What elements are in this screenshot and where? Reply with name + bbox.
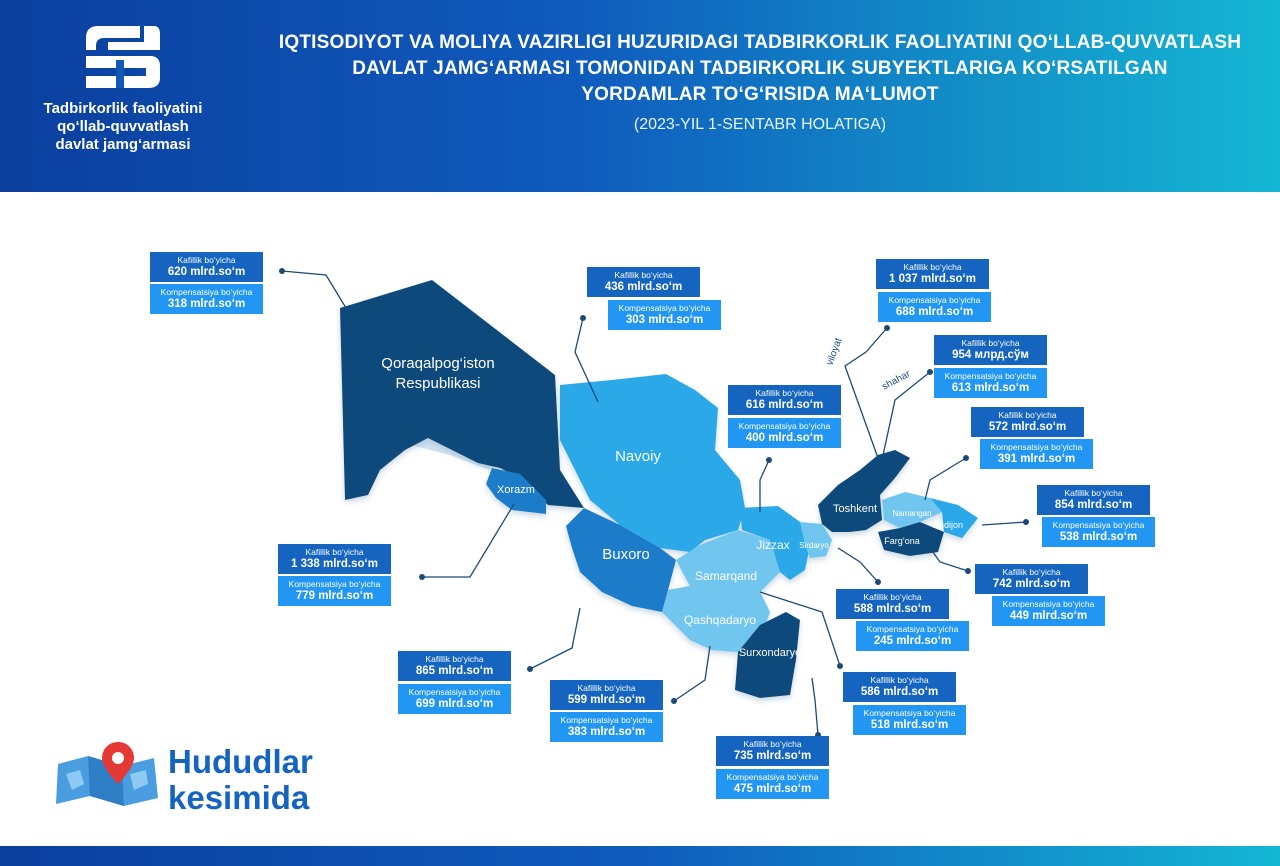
- label-sirdaryo: Sirdaryo: [799, 541, 829, 550]
- page-title: [240, 30, 1280, 108]
- page-subtitle: (2023-YIL 1-SENTABR HOLATIGA): [633, 116, 887, 133]
- kompensatsiya-value: 779 mlrd.so‘m: [295, 590, 374, 602]
- sirdaryo-kafillik-box: [836, 589, 949, 619]
- kafillik-label: Kafillik bo‘yicha: [755, 388, 814, 398]
- navoiy-kompensatsiya-box: [608, 300, 721, 330]
- kafillik-value: 1 037 mlrd.so‘m: [889, 273, 976, 285]
- label-buxoro: Buxoro: [602, 546, 650, 563]
- toshkent-viloyat-kafillik-box: [876, 259, 989, 289]
- kompensatsiya-label: Kompensatsiya bo‘yicha: [1002, 599, 1095, 609]
- region-qoraqalpogiston[interactable]: [340, 280, 584, 508]
- kompensatsiya-label: Kompensatsiya bo‘yicha: [866, 624, 959, 634]
- kafillik-value: 854 mlrd.so‘m: [1054, 499, 1133, 511]
- toshkent-shahar-kompensatsiya-box: [934, 368, 1047, 398]
- kafillik-label: Kafillik bo‘yicha: [998, 410, 1057, 420]
- kompensatsiya-label: Kompensatsiya bo‘yicha: [560, 715, 653, 725]
- org-name-line: qo‘llab-quvvatlash: [57, 118, 189, 135]
- kafillik-label: Kafillik bo‘yicha: [903, 262, 962, 272]
- kafillik-label: Kafillik bo‘yicha: [614, 270, 673, 280]
- label-xorazm: Xorazm: [497, 484, 535, 496]
- label-qashqadaryo: Qashqadaryo: [683, 613, 757, 627]
- label-qoraqalpogiston: Respublikasi: [395, 375, 481, 392]
- kafillik-value: 620 mlrd.so‘m: [167, 266, 246, 278]
- org-name-line: Tadbirkorlik faoliyatini: [43, 100, 203, 117]
- buxoro-kafillik-box: [398, 651, 511, 681]
- kafillik-value: 436 mlrd.so‘m: [604, 281, 683, 293]
- folded-map-pin-icon: [52, 740, 162, 808]
- kafillik-value: 572 mlrd.so‘m: [988, 421, 1067, 433]
- namangan-kafillik-box: [971, 407, 1084, 437]
- kafillik-label: Kafillik bo‘yicha: [863, 592, 922, 602]
- xorazm-kompensatsiya-box: [278, 576, 391, 606]
- kafillik-value: 735 mlrd.so‘m: [733, 750, 812, 762]
- label-navoiy: Navoiy: [615, 448, 661, 465]
- kompensatsiya-label: Kompensatsiya bo‘yicha: [618, 303, 711, 313]
- kafillik-value: 586 mlrd.so‘m: [860, 686, 939, 698]
- title-line: YORDAMLAR TO‘G‘RISIDA MA‘LUMOT: [581, 84, 939, 105]
- kompensatsiya-value: 688 mlrd.so‘m: [895, 306, 974, 318]
- toshkent-shahar-kafillik-box: [934, 335, 1047, 365]
- kompensatsiya-label: Kompensatsiya bo‘yicha: [1052, 520, 1145, 530]
- namangan-kompensatsiya-box: [980, 439, 1093, 469]
- kafillik-label: Kafillik bo‘yicha: [177, 255, 236, 265]
- kompensatsiya-value: 518 mlrd.so‘m: [870, 719, 949, 731]
- qashqadaryo-kafillik-box: [550, 680, 663, 710]
- section-title-line: kesimida: [168, 779, 310, 816]
- title-line: IQTISODIYOT VA MOLIYA VAZIRLIGI HUZURIDAGI TADBIRKORLIK FAOLIYATINI QO‘LLAB-QUVVATLASH: [278, 32, 1242, 53]
- kompensatsiya-label: Kompensatsiya bo‘yicha: [408, 687, 501, 697]
- kafillik-value: 616 mlrd.so‘m: [745, 399, 824, 411]
- kompensatsiya-value: 449 mlrd.so‘m: [1009, 610, 1088, 622]
- label-andijon: Andijon: [932, 520, 964, 530]
- label-samarqand: Samarqand: [694, 569, 758, 583]
- kompensatsiya-value: 318 mlrd.so‘m: [167, 298, 246, 310]
- kompensatsiya-value: 383 mlrd.so‘m: [567, 726, 646, 738]
- label-jizzax: Jizzax: [756, 538, 790, 552]
- kafillik-label: Kafillik bo‘yicha: [577, 683, 636, 693]
- kompensatsiya-value: 391 mlrd.so‘m: [997, 453, 1076, 465]
- samarqand-kafillik-box: [843, 672, 956, 702]
- label-surxondaryo: Surxondaryo: [738, 647, 802, 659]
- org-name: [18, 100, 228, 154]
- navoiy-kafillik-box: [587, 267, 700, 297]
- header-banner: [0, 0, 1280, 192]
- label-namangan: Namangan: [892, 509, 932, 518]
- fund-logo-icon: [80, 22, 166, 92]
- buxoro-kompensatsiya-box: [398, 684, 511, 714]
- kafillik-value: 1 338 mlrd.so‘m: [291, 558, 378, 570]
- andijon-kompensatsiya-box: [1042, 517, 1155, 547]
- kompensatsiya-label: Kompensatsiya bo‘yicha: [726, 772, 819, 782]
- xorazm-kafillik-box: [278, 544, 391, 574]
- kompensatsiya-value: 303 mlrd.so‘m: [625, 314, 704, 326]
- kompensatsiya-value: 475 mlrd.so‘m: [733, 783, 812, 795]
- kompensatsiya-value: 538 mlrd.so‘m: [1059, 531, 1138, 543]
- kafillik-label: Kafillik bo‘yicha: [305, 547, 364, 557]
- label-fargona: Farg‘ona: [884, 536, 920, 546]
- note-shahar: shahar: [880, 368, 913, 393]
- kompensatsiya-label: Kompensatsiya bo‘yicha: [288, 579, 381, 589]
- kompensatsiya-value: 613 mlrd.so‘m: [951, 382, 1030, 394]
- kafillik-label: Kafillik bo‘yicha: [743, 739, 802, 749]
- kafillik-label: Kafillik bo‘yicha: [425, 654, 484, 664]
- kafillik-label: Kafillik bo‘yicha: [1002, 567, 1061, 577]
- sirdaryo-kompensatsiya-box: [856, 621, 969, 651]
- jizzax-kafillik-box: [728, 385, 841, 415]
- kafillik-value: 742 mlrd.so‘m: [992, 578, 1071, 590]
- kompensatsiya-value: 400 mlrd.so‘m: [745, 432, 824, 444]
- kompensatsiya-value: 245 mlrd.so‘m: [873, 635, 952, 647]
- footer-bar: [0, 846, 1280, 866]
- kompensatsiya-label: Kompensatsiya bo‘yicha: [160, 287, 253, 297]
- kafillik-label: Kafillik bo‘yicha: [961, 338, 1020, 348]
- note-viloyat: viloyat: [824, 336, 845, 368]
- org-name-line: davlat jamg‘armasi: [55, 136, 191, 153]
- kafillik-label: Kafillik bo‘yicha: [870, 675, 929, 685]
- kafillik-label: Kafillik bo‘yicha: [1064, 488, 1123, 498]
- qoraqalpogiston-kafillik-box: [150, 252, 263, 282]
- kompensatsiya-label: Kompensatsiya bo‘yicha: [888, 295, 981, 305]
- toshkent-viloyat-kompensatsiya-box: [878, 292, 991, 322]
- title-line: DAVLAT JAMG‘ARMASI TOMONIDAN TADBIRKORLIK SUBYEKTLARIGA KO‘RSATILGAN: [352, 58, 1168, 79]
- kompensatsiya-label: Kompensatsiya bo‘yicha: [990, 442, 1083, 452]
- kafillik-value: 865 mlrd.so‘m: [415, 665, 494, 677]
- kompensatsiya-label: Kompensatsiya bo‘yicha: [863, 708, 956, 718]
- surxondaryo-kafillik-box: [716, 736, 829, 766]
- kompensatsiya-value: 699 mlrd.so‘m: [415, 698, 494, 710]
- kafillik-value: 954 млрд.сўм: [952, 349, 1029, 361]
- qashqadaryo-kompensatsiya-box: [550, 712, 663, 742]
- section-title: [168, 744, 313, 816]
- andijon-kafillik-box: [1037, 485, 1150, 515]
- section-title-line: Hududlar: [168, 743, 313, 780]
- samarqand-kompensatsiya-box: [853, 705, 966, 735]
- kafillik-value: 599 mlrd.so‘m: [567, 694, 646, 706]
- label-qoraqalpogiston: Qoraqalpog‘iston: [381, 355, 495, 372]
- kafillik-value: 588 mlrd.so‘m: [853, 603, 932, 615]
- fargona-kafillik-box: [975, 564, 1088, 594]
- qoraqalpogiston-kompensatsiya-box: [150, 284, 263, 314]
- surxondaryo-kompensatsiya-box: [716, 769, 829, 799]
- kompensatsiya-label: Kompensatsiya bo‘yicha: [738, 421, 831, 431]
- kompensatsiya-label: Kompensatsiya bo‘yicha: [944, 371, 1037, 381]
- label-toshkent: Toshkent: [832, 503, 878, 515]
- jizzax-kompensatsiya-box: [728, 418, 841, 448]
- fargona-kompensatsiya-box: [992, 596, 1105, 626]
